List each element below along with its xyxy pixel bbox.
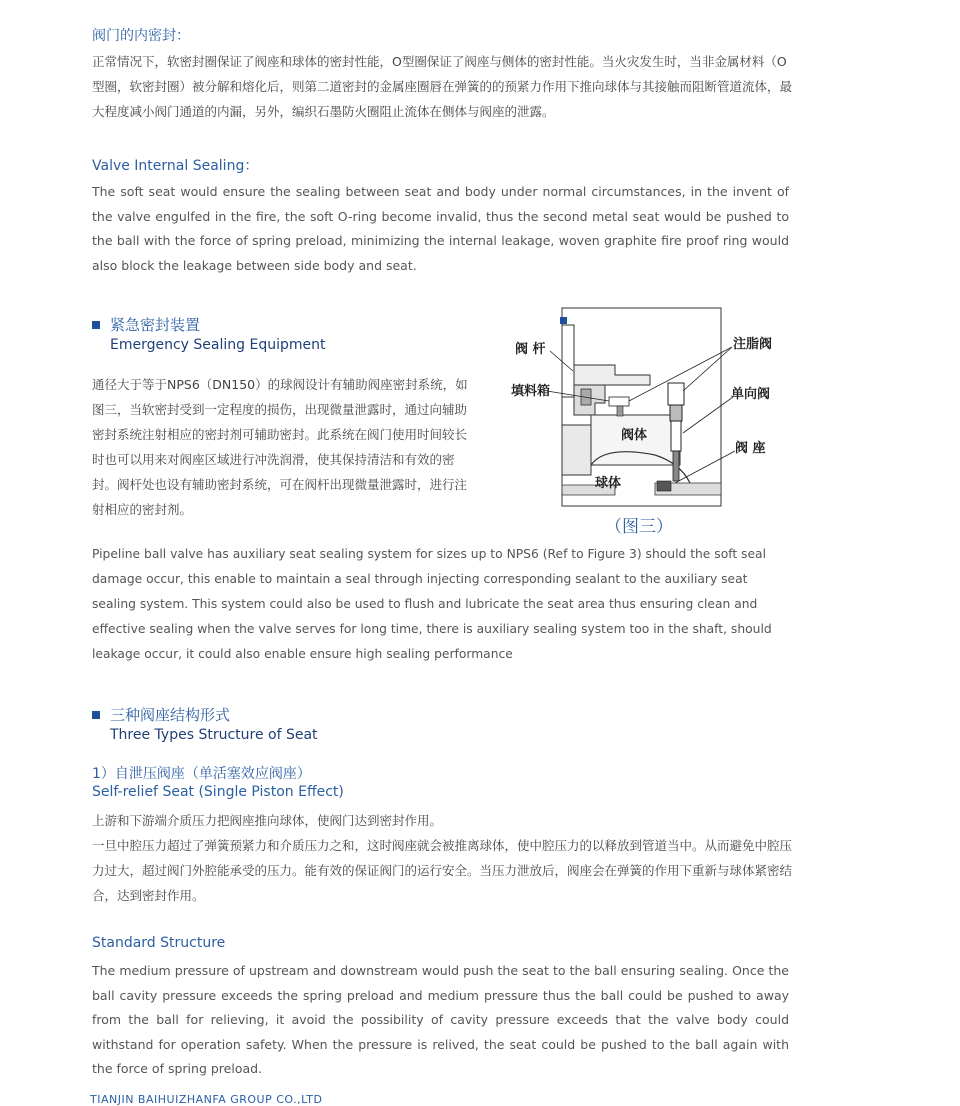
seat-types-heading xyxy=(92,704,318,743)
internal-seal-title-en: Valve Internal Sealing： xyxy=(92,158,259,174)
seat-types-title-cn: 三种阀座结构形式 xyxy=(110,706,231,724)
internal-seal-body-en: The soft seat would ensure the sealing between seat and body under normal circumstances, in the invent of the valve engulfed in the fire, the soft O-ring become invalid, thus the second metal seat would be pushed to the ball with the force of spring preload, minimizing the internal leakage, woven graphite fire proof ring would also block the leakage between side body and seat. xyxy=(92,184,789,273)
self-relief-body-cn-2: 一旦中腔压力超过了弹簧预紧力和介质压力之和，这时阀座就会被推离球体，使中腔压力的以释放到管道当中。从而避免中腔压力过大，超过阀门外腔能承受的压力。能有效的保证阀门的运行安全。当压力泄放后，阀座会在弹簧的作用下重新与球体紧密结合，达到密封作用。 xyxy=(92,838,793,903)
section-bullet-icon xyxy=(92,321,100,329)
self-relief-title-cn: 1）自泄压阀座（单活塞效应阀座） xyxy=(92,766,311,782)
footer-company: TIANJIN BAIHUIZHANFA GROUP CO.,LTD xyxy=(90,1093,323,1106)
label-check-valve: 单向阀 xyxy=(731,387,771,402)
emergency-heading xyxy=(92,314,325,353)
emergency-title-en: Emergency Sealing Equipment xyxy=(110,337,326,353)
label-seat: 阀 座 xyxy=(735,441,766,456)
emergency-title-cn: 紧急密封装置 xyxy=(110,316,201,334)
label-grease-valve: 注脂阀 xyxy=(733,337,773,352)
figure-3 xyxy=(505,305,795,537)
self-relief-body-cn-1: 上游和下游端介质压力把阀座推向球体，使阀门达到密封作用。 xyxy=(92,813,443,828)
valve-section-diagram xyxy=(505,305,795,537)
figure-marker-icon xyxy=(560,317,567,324)
standard-structure-body-en: The medium pressure of upstream and downstream would push the seat to the ball ensuring sealing. Once the ball cavity pressure exceeds the spring preload and medium pressure thus the ball could be pushed to away from the ball for relieving, it avoid the possibility of cavity pressure exceeds that the valve body could withstand for operation safety. When the pressure is relived, the seat could be pushed to the ball again with the force of spring preload. xyxy=(92,963,789,1076)
label-packing: 填料箱 xyxy=(511,384,551,399)
label-ball: 球体 xyxy=(595,476,622,491)
self-relief-title-en: Self-relief Seat (Single Piston Effect) xyxy=(92,784,344,800)
figure-caption: （图三） xyxy=(605,517,673,537)
emergency-body-cn: 通径大于等于NPS6（DN150）的球阀设计有辅助阀座密封系统，如图三，当软密封受到一定程度的损伤，出现微量泄露时，通过向辅助密封系统注射相应的密封剂可辅助密封。此系统在阀门使用时间较长时也可以用来对阀座区域进行冲洗润滑，使其保持清洁和有效的密封。阀杆处也设有辅助密封系统，可在阀杆出现微量泄露时，进行注射相应的密封剂。 xyxy=(92,377,468,517)
standard-structure-title: Standard Structure xyxy=(92,935,226,951)
internal-seal-body-cn: 正常情况下，软密封圈保证了阀座和球体的密封性能，O型圈保证了阀座与侧体的密封性能。当火灾发生时，当非金属材料（O型圈，软密封圈）被分解和熔化后，则第二道密封的金属座圈唇在弹簧的的预紧力作用下推向球体与其接触而阻断管道流体，最大程度减小阀门通道的内漏，另外，编织石墨防火圈阻止流体在侧体与阀座的泄露。 xyxy=(92,54,793,119)
emergency-body-en: Pipeline ball valve has auxiliary seat sealing system for sizes up to NPS6 (Ref to Figure 3) should the soft seal damage occur, this enable to maintain a seal through injecting corresponding sealant to the auxiliary seat sealing system. This system could also be used to flush and lubricate the seat area thus ensuring clean and effective sealing when the valve serves for long time, there is auxiliary sealing system too in the shaft, should leakage occur, it could also enable ensure high sealing performance xyxy=(92,547,772,661)
label-body: 阀体 xyxy=(621,428,648,443)
label-stem: 阀 杆 xyxy=(515,342,546,357)
internal-seal-title-cn: 阀门的内密封： xyxy=(92,28,190,44)
section-bullet-icon xyxy=(92,711,100,719)
seat-types-title-en: Three Types Structure of Seat xyxy=(110,727,318,743)
